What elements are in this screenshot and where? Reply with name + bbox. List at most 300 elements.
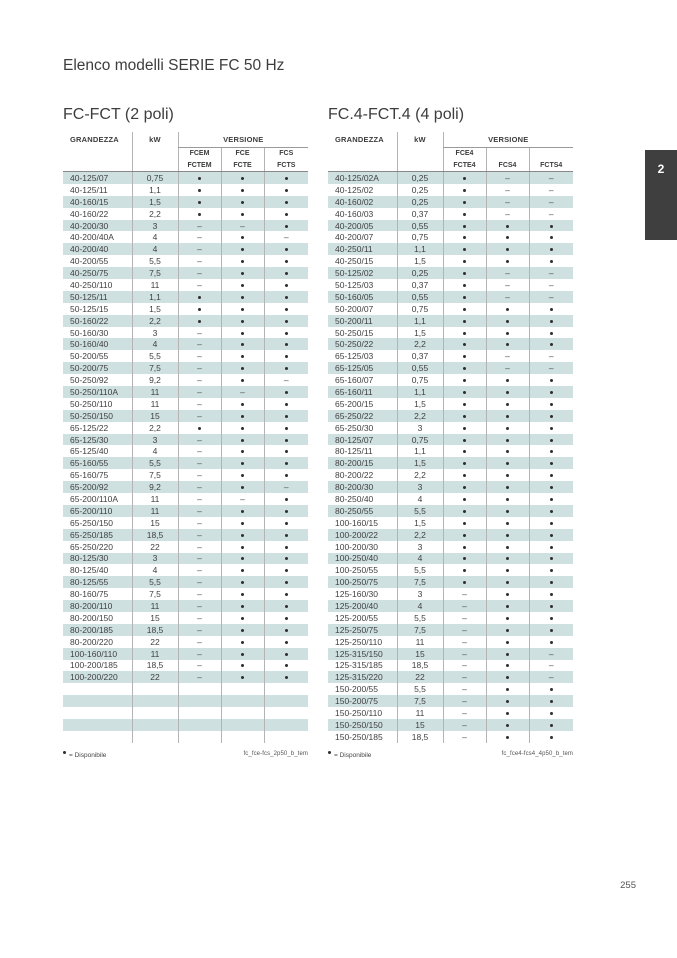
- available-dot-icon: [241, 260, 244, 263]
- kw-cell: 0,55: [397, 291, 443, 303]
- model-cell: 100-200/22: [328, 529, 397, 541]
- availability-cell: [443, 231, 486, 243]
- availability-cell: [486, 541, 529, 553]
- not-available-dash: –: [197, 398, 202, 409]
- availability-cell: [221, 398, 264, 410]
- availability-cell: [486, 255, 529, 267]
- availability-cell: [221, 291, 264, 303]
- availability-cell: [264, 600, 308, 612]
- availability-cell: [443, 267, 486, 279]
- availability-cell: [264, 267, 308, 279]
- availability-cell: [264, 564, 308, 576]
- availability-cell: [178, 564, 221, 576]
- not-available-dash: –: [548, 291, 554, 302]
- available-dot-icon: [506, 546, 509, 549]
- availability-cell: [486, 683, 529, 695]
- kw-cell: 0,75: [397, 303, 443, 315]
- not-available-dash: –: [548, 172, 554, 183]
- available-dot-icon: [550, 569, 553, 572]
- available-dot-icon: [463, 569, 466, 572]
- available-dot-icon: [506, 629, 509, 632]
- model-cell: 50-250/15: [335, 327, 374, 338]
- table-row: [328, 457, 573, 469]
- availability-cell: [486, 624, 529, 636]
- header-row-version-line2: [63, 160, 308, 172]
- available-dot-icon: [463, 391, 466, 394]
- not-available-dash: –: [548, 660, 554, 671]
- table-row: [328, 636, 573, 648]
- table-row: [63, 208, 308, 220]
- available-dot-icon: [285, 617, 288, 620]
- version-col-label: FCTE: [221, 160, 264, 172]
- availability-cell: [443, 588, 486, 600]
- table-footer: [63, 751, 308, 759]
- table-row: [328, 445, 573, 457]
- kw-cell: 0,37: [397, 208, 443, 220]
- availability-cell: [178, 553, 221, 565]
- availability-cell: [486, 517, 529, 529]
- availability-cell: [443, 648, 486, 660]
- availability-cell: [178, 303, 221, 315]
- table-row: [63, 481, 308, 493]
- model-cell: 50-250/92: [70, 375, 109, 386]
- availability-cell: [264, 445, 308, 457]
- available-dot-icon: [241, 641, 244, 644]
- availability-cell: [443, 576, 486, 588]
- availability-cell: [486, 231, 529, 243]
- available-dot-icon: [506, 522, 509, 525]
- table-row: [63, 243, 308, 255]
- available-dot-icon: [463, 557, 466, 560]
- model-cell: 40-250/11: [328, 243, 397, 255]
- model-cell: 50-125/03: [335, 279, 374, 290]
- availability-cell: [529, 291, 573, 303]
- kw-cell: 1,1: [397, 445, 443, 457]
- model-cell: 50-200/11: [328, 315, 397, 327]
- kw-cell: 0,75: [132, 172, 178, 184]
- available-dot-icon: [550, 557, 553, 560]
- available-dot-icon: [198, 427, 201, 430]
- available-dot-icon: [550, 546, 553, 549]
- model-cell: 100-160/15: [335, 517, 379, 528]
- availability-cell: [264, 648, 308, 660]
- availability-cell: [443, 600, 486, 612]
- availability-cell: [486, 315, 529, 327]
- available-dot-icon: [285, 522, 288, 525]
- kw-cell: 3: [132, 327, 178, 339]
- availability-cell: [264, 434, 308, 446]
- kw-cell: 4: [132, 445, 178, 457]
- table-row: [63, 564, 308, 576]
- table-row: [63, 303, 308, 315]
- available-dot-icon: [241, 557, 244, 560]
- availability-cell: [264, 671, 308, 683]
- model-cell: 100-250/55: [335, 565, 379, 576]
- model-cell: 50-160/30: [70, 327, 109, 338]
- availability-cell: [221, 315, 264, 327]
- availability-cell: [264, 291, 308, 303]
- model-cell: 65-160/11: [328, 386, 397, 398]
- table-row: [63, 338, 308, 350]
- not-available-dash: –: [548, 363, 554, 374]
- kw-cell: 1,5: [397, 398, 443, 410]
- availability-cell: [443, 303, 486, 315]
- not-available-dash: –: [197, 517, 202, 528]
- table-row: [328, 612, 573, 624]
- available-dot-icon: [506, 510, 509, 513]
- table-row-empty: [63, 719, 308, 731]
- availability-cell: [529, 707, 573, 719]
- available-dot-icon: [285, 355, 288, 358]
- availability-cell: [486, 493, 529, 505]
- version-col-label: FCTEM: [178, 160, 221, 172]
- not-available-dash: –: [462, 719, 467, 730]
- availability-cell: [221, 707, 264, 719]
- section-title-2-poli: FC-FCT (2 poli): [63, 106, 174, 123]
- availability-cell: [529, 374, 573, 386]
- table-row: [63, 220, 308, 232]
- header-row-main: [328, 132, 573, 148]
- kw-cell: 0,75: [397, 374, 443, 386]
- available-dot-icon: [506, 439, 509, 442]
- table-row: [63, 445, 308, 457]
- availability-cell: [486, 374, 529, 386]
- table-row: [328, 719, 573, 731]
- availability-cell: [443, 505, 486, 517]
- not-available-dash: –: [283, 232, 289, 243]
- table-row-empty: [63, 695, 308, 707]
- available-dot-icon: [285, 546, 288, 549]
- table-row-empty: [63, 707, 308, 719]
- available-dot-icon: [285, 510, 288, 513]
- available-dot-icon: [241, 569, 244, 572]
- available-dot-icon: [506, 225, 509, 228]
- available-dot-icon: [550, 498, 553, 501]
- availability-cell: [264, 231, 308, 243]
- table-row: [328, 303, 573, 315]
- models-table-4-poli: [328, 132, 573, 743]
- model-cell: 50-160/22: [63, 315, 132, 327]
- availability-cell: [443, 243, 486, 255]
- not-available-dash: –: [240, 493, 245, 504]
- not-available-dash: –: [197, 279, 202, 290]
- model-cell: 150-250/110: [335, 708, 383, 719]
- kw-cell: 2,2: [397, 410, 443, 422]
- available-dot-icon: [241, 367, 244, 370]
- table-row: [328, 327, 573, 339]
- not-available-dash: –: [197, 505, 202, 516]
- kw-cell: 4: [132, 338, 178, 350]
- not-available-dash: –: [197, 232, 202, 243]
- table-row: [63, 196, 308, 208]
- available-dot-icon: [198, 213, 201, 216]
- availability-cell: [178, 612, 221, 624]
- model-cell: 40-160/03: [335, 208, 374, 219]
- kw-cell: 2,2: [132, 208, 178, 220]
- table-row: [328, 576, 573, 588]
- available-dot-icon: [463, 308, 466, 311]
- available-dot-icon: [463, 296, 466, 299]
- available-dot-icon: [241, 284, 244, 287]
- availability-cell: [443, 683, 486, 695]
- table-row: [63, 648, 308, 660]
- table-row: [63, 422, 308, 434]
- kw-cell: 7,5: [397, 695, 443, 707]
- available-dot-icon: [241, 653, 244, 656]
- kw-cell: 3: [132, 553, 178, 565]
- availability-cell: [264, 208, 308, 220]
- not-available-dash: –: [548, 648, 554, 659]
- kw-cell: 0,37: [397, 350, 443, 362]
- available-dot-icon: [285, 332, 288, 335]
- availability-cell: [221, 493, 264, 505]
- availability-cell: [443, 255, 486, 267]
- availability-cell: [529, 196, 573, 208]
- availability-cell: [529, 445, 573, 457]
- model-cell: 65-160/07: [335, 375, 374, 386]
- availability-cell: [178, 350, 221, 362]
- availability-cell: [264, 588, 308, 600]
- kw-cell: 5,5: [132, 255, 178, 267]
- table-row: [63, 231, 308, 243]
- available-dot-icon: [463, 462, 466, 465]
- kw-cell: 7,5: [397, 624, 443, 636]
- model-cell: 40-200/55: [70, 256, 109, 267]
- table-row: [63, 469, 308, 481]
- version-col-label: [486, 148, 529, 160]
- version-col-label: [529, 148, 573, 160]
- availability-cell: [178, 576, 221, 588]
- available-dot-icon: [241, 439, 244, 442]
- availability-cell: [264, 422, 308, 434]
- available-dot-icon: [285, 308, 288, 311]
- kw-cell: 1,5: [397, 255, 443, 267]
- model-cell: 125-200/55: [335, 612, 379, 623]
- available-dot-icon: [463, 522, 466, 525]
- availability-cell: [529, 338, 573, 350]
- table-footer: [328, 751, 573, 759]
- available-dot-icon: [285, 641, 288, 644]
- available-dot-icon: [285, 260, 288, 263]
- table-row: [328, 553, 573, 565]
- available-dot-icon: [285, 225, 288, 228]
- available-dot-icon: [506, 415, 509, 418]
- document-code: fc_fce4-fcs4_4p50_b_tem: [501, 750, 573, 757]
- kw-cell: 9,2: [132, 374, 178, 386]
- availability-cell: [178, 267, 221, 279]
- availability-cell: [264, 243, 308, 255]
- available-dot-icon: [198, 296, 201, 299]
- available-dot-icon: [463, 450, 466, 453]
- kw-cell: 11: [397, 636, 443, 648]
- availability-cell: [178, 648, 221, 660]
- model-cell: [63, 719, 132, 731]
- not-available-dash: –: [197, 375, 202, 386]
- kw-cell: 7,5: [132, 469, 178, 481]
- available-dot-icon: [506, 403, 509, 406]
- model-cell: 100-200/30: [335, 541, 379, 552]
- available-dot-icon: [463, 510, 466, 513]
- not-available-dash: –: [548, 672, 554, 683]
- available-dot-icon: [285, 629, 288, 632]
- not-available-dash: –: [197, 386, 202, 397]
- available-dot-icon: [285, 403, 288, 406]
- model-cell: 50-250/110A: [63, 386, 132, 398]
- availability-cell: [264, 350, 308, 362]
- availability-cell: [529, 303, 573, 315]
- availability-cell: [178, 398, 221, 410]
- table-row: [328, 671, 573, 683]
- availability-cell: [264, 481, 308, 493]
- available-dot-icon: [285, 415, 288, 418]
- available-dot-icon: [285, 177, 288, 180]
- availability-cell: [178, 422, 221, 434]
- kw-cell: 7,5: [132, 267, 178, 279]
- availability-cell: [529, 398, 573, 410]
- table-row: [63, 315, 308, 327]
- availability-cell: [221, 481, 264, 493]
- not-available-dash: –: [462, 612, 467, 623]
- available-dot-icon: [506, 676, 509, 679]
- version-col-label: FCE4: [443, 148, 486, 160]
- chapter-tab: 2: [645, 150, 677, 240]
- available-dot-icon: [550, 534, 553, 537]
- available-dot-icon: [285, 462, 288, 465]
- model-cell: 65-125/05: [328, 362, 397, 374]
- model-cell: 65-200/110A: [70, 493, 119, 504]
- kw-cell: 0,75: [397, 434, 443, 446]
- availability-cell: [529, 457, 573, 469]
- availability-cell: [443, 517, 486, 529]
- model-cell: 80-125/07: [328, 434, 397, 446]
- available-dot-icon: [506, 248, 509, 251]
- available-dot-icon: [198, 308, 201, 311]
- table-row: [63, 327, 308, 339]
- model-cell: 80-200/150: [70, 612, 114, 623]
- availability-cell: [443, 564, 486, 576]
- available-dot-icon: [463, 225, 466, 228]
- model-cell: 50-200/55: [70, 351, 109, 362]
- availability-cell: [178, 434, 221, 446]
- availability-cell: [221, 434, 264, 446]
- available-dot-icon: [506, 700, 509, 703]
- available-dot-icon: [550, 308, 553, 311]
- kw-cell: 15: [132, 410, 178, 422]
- available-dot-icon: [506, 581, 509, 584]
- kw-cell: 4: [132, 564, 178, 576]
- table-row: [328, 338, 573, 350]
- not-available-dash: –: [462, 589, 467, 600]
- availability-cell: [221, 612, 264, 624]
- availability-cell: [443, 208, 486, 220]
- availability-cell: [178, 374, 221, 386]
- availability-cell: [529, 600, 573, 612]
- not-available-dash: –: [505, 363, 510, 374]
- availability-cell: [221, 469, 264, 481]
- model-cell: 40-200/40: [63, 243, 132, 255]
- available-dot-icon: [241, 201, 244, 204]
- availability-cell: [178, 279, 221, 291]
- table-row: [328, 315, 573, 327]
- not-available-dash: –: [505, 268, 510, 279]
- available-dot-icon: [550, 343, 553, 346]
- availability-cell: [178, 493, 221, 505]
- model-cell: 65-200/110: [63, 505, 132, 517]
- not-available-dash: –: [462, 601, 467, 611]
- available-dot-icon: [285, 450, 288, 453]
- model-cell: 150-200/75: [328, 695, 397, 707]
- col-header-kw: kW: [132, 132, 178, 148]
- table-row: [328, 362, 573, 374]
- available-dot-icon: [63, 751, 66, 754]
- availability-cell: [221, 196, 264, 208]
- available-dot-icon: [550, 581, 553, 584]
- availability-cell: [486, 457, 529, 469]
- availability-cell: [443, 457, 486, 469]
- model-cell: 100-160/110: [63, 648, 132, 660]
- availability-cell: [486, 291, 529, 303]
- available-dot-icon: [550, 641, 553, 644]
- available-dot-icon: [285, 296, 288, 299]
- availability-cell: [443, 315, 486, 327]
- table-body: [328, 172, 573, 743]
- available-dot-icon: [506, 736, 509, 739]
- model-cell: 100-200/185: [70, 660, 118, 671]
- availability-cell: [178, 338, 221, 350]
- not-available-dash: –: [505, 172, 510, 183]
- availability-cell: [221, 600, 264, 612]
- not-available-dash: –: [197, 482, 202, 493]
- availability-cell: [486, 505, 529, 517]
- available-dot-icon: [506, 653, 509, 656]
- model-cell: [63, 695, 132, 707]
- model-cell: 40-200/05: [328, 220, 397, 232]
- available-dot-icon: [506, 332, 509, 335]
- not-available-dash: –: [197, 327, 202, 338]
- model-cell: 125-250/75: [328, 624, 397, 636]
- table-row: [63, 517, 308, 529]
- available-dot-icon: [463, 189, 466, 192]
- legend-text: = Disponibile: [69, 751, 107, 759]
- availability-cell: [486, 303, 529, 315]
- table-header: [328, 132, 573, 172]
- table-row: [63, 457, 308, 469]
- availability-cell: [529, 267, 573, 279]
- header-row-version-line1: [328, 148, 573, 160]
- availability-cell: [486, 671, 529, 683]
- table-row: [328, 493, 573, 505]
- availability-cell: [443, 220, 486, 232]
- model-cell: 40-250/75: [63, 267, 132, 279]
- availability-cell: [486, 267, 529, 279]
- availability-cell: [443, 493, 486, 505]
- version-col-label: FCE: [221, 148, 264, 160]
- availability-cell: [529, 636, 573, 648]
- available-dot-icon: [550, 522, 553, 525]
- availability-cell: [178, 660, 221, 672]
- available-dot-icon: [241, 450, 244, 453]
- availability-cell: [178, 172, 221, 184]
- availability-cell: [221, 648, 264, 660]
- available-dot-icon: [285, 439, 288, 442]
- availability-cell: [443, 386, 486, 398]
- available-dot-icon: [550, 439, 553, 442]
- available-dot-icon: [506, 379, 509, 382]
- available-dot-icon: [285, 201, 288, 204]
- not-available-dash: –: [548, 351, 554, 362]
- availability-cell: [178, 291, 221, 303]
- availability-cell: [264, 196, 308, 208]
